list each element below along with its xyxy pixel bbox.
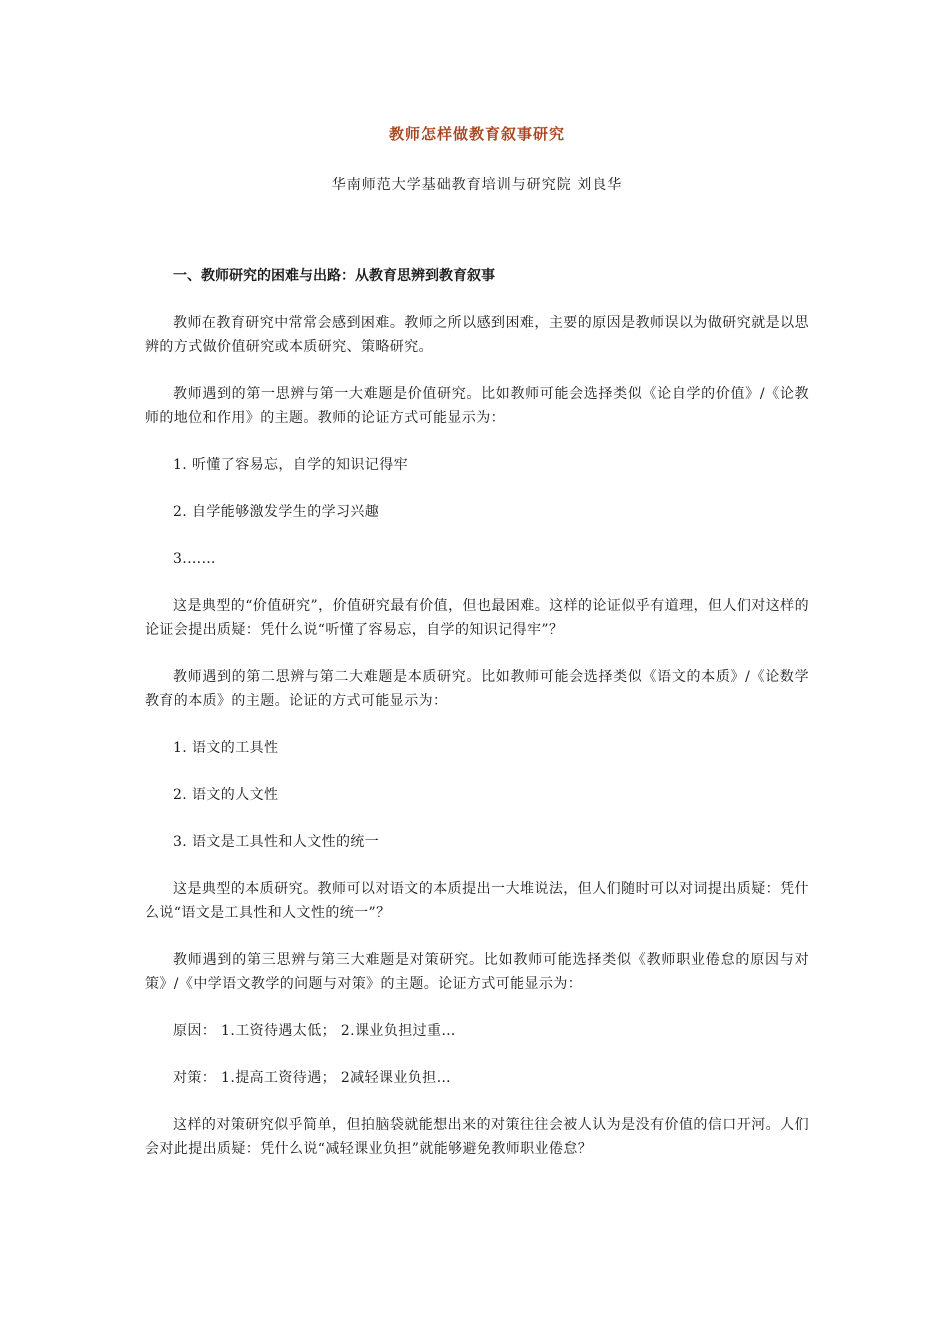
paragraph: 这样的对策研究似乎简单，但拍脑袋就能想出来的对策往往会被人认为是没有价值的信口开河。人们会对此提出质疑：凭什么说“减轻课业负担”就能够避免教师职业倦怠？ [145,1117,809,1157]
paragraph: 教师在教育研究中常常会感到困难。教师之所以感到困难，主要的原因是教师误以为做研究就是以思辨的方式做价值研究或本质研究、策略研究。 [145,315,809,355]
section-heading: 一、教师研究的困难与出路：从教育思辨到教育叙事 [173,268,495,284]
measures-line: 对策： 1.提高工资待遇； 2减轻课业负担… [173,1070,451,1086]
paragraph: 教师遇到的第二思辨与第二大难题是本质研究。比如教师可能会选择类似《语文的本质》/《论数学教育的本质》的主题。论证的方式可能显示为： [145,669,809,709]
list-item: 3. 语文是工具性和人文性的统一 [173,834,380,850]
list-item: 1. 语文的工具性 [173,740,279,756]
causes-line: 原因： 1.工资待遇太低； 2.课业负担过重… [173,1023,456,1039]
document-page [145,122,809,1161]
document-title: 教师怎样做教育叙事研究 [388,125,565,143]
list-item: 3.…… [173,551,216,567]
list-item: 2. 语文的人文性 [173,787,279,803]
list-item: 2. 自学能够激发学生的学习兴趣 [173,504,380,520]
list-item: 1. 听懂了容易忘，自学的知识记得牢 [173,457,409,473]
paragraph: 这是典型的本质研究。教师可以对语文的本质提出一大堆说法，但人们随时可以对词提出质疑：凭什么说“语文是工具性和人文性的统一”？ [145,881,809,921]
author-line: 华南师范大学基础教育培训与研究院 刘良华 [331,177,623,193]
paragraph: 教师遇到的第一思辨与第一大难题是价值研究。比如教师可能会选择类似《论自学的价值》/《论教师的地位和作用》的主题。教师的论证方式可能显示为： [145,386,809,426]
paragraph: 这是典型的“价值研究”，价值研究最有价值，但也最困难。这样的论证似乎有道理，但人们对这样的论证会提出质疑：凭什么说“听懂了容易忘，自学的知识记得牢”？ [145,598,809,638]
paragraph: 教师遇到的第三思辨与第三大难题是对策研究。比如教师可能选择类似《教师职业倦怠的原因与对策》/《中学语文教学的问题与对策》的主题。论证方式可能显示为： [145,952,809,992]
